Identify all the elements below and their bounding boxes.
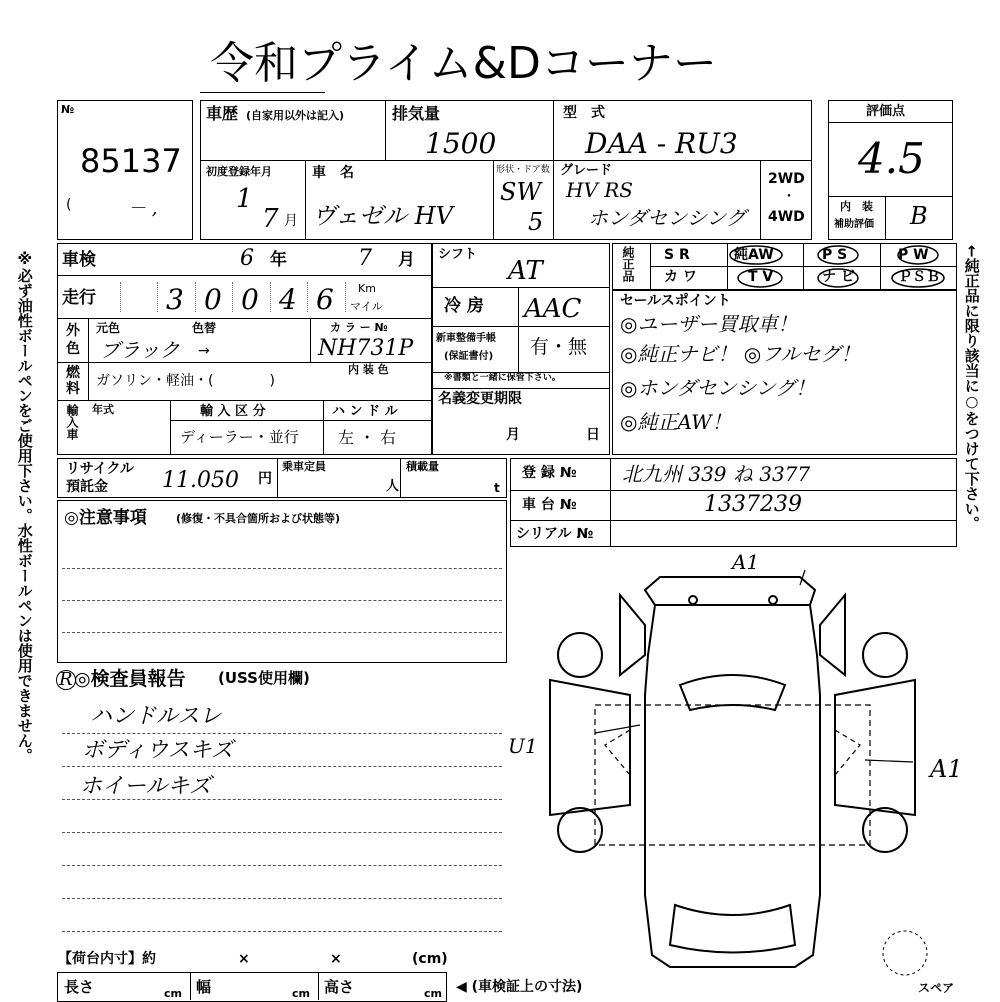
drive-2wd: 2WD (768, 171, 805, 187)
dims-width-unit: cm (292, 987, 310, 1000)
inspection-year-unit: 年 (270, 250, 287, 270)
page-title: 令和プライム&Dコーナー (210, 38, 717, 89)
genuine-option: P S (822, 247, 848, 263)
color-label-top: 外 (66, 323, 80, 339)
dims-row (57, 972, 447, 1002)
inspection-month-unit: 月 (398, 250, 415, 270)
dims-length-label: 長さ (64, 978, 95, 996)
dims-note: ◀ (車検証上の寸法) (456, 979, 583, 995)
shift-label: シフト (438, 247, 478, 262)
mileage-unit-mile: マイル (350, 300, 383, 313)
cargo-x2: × (330, 951, 342, 967)
inspector-note-item: ホイールキズ (80, 774, 212, 799)
grade-line2: ホンダセンシング (588, 206, 746, 230)
car-name-value: ヴェゼル HV (312, 202, 453, 230)
genuine-option: ＰＳＢ (898, 269, 940, 285)
aircon-value: AAC (524, 294, 582, 324)
sales-points-label: セールスポイント (620, 293, 731, 309)
model-label: 型 式 (563, 105, 605, 121)
genuine-option: 純AW (734, 247, 774, 263)
registration-label: 登 録 № (522, 465, 577, 481)
sales-point-item: ◎ホンダセンシング！ (620, 376, 816, 400)
left-side-note: ※必ず油性ボールペンをご使用下さい。水性ボールペンは使用できません。 (15, 250, 34, 763)
color-arrow: → (198, 343, 210, 359)
genuine-option: S R (664, 247, 690, 263)
inspection-month: 7 (358, 246, 372, 271)
import-label: 輸入車 (65, 404, 79, 440)
interior-value: B (910, 202, 928, 230)
inspection-year: 6 (240, 246, 254, 271)
cargo-unit: (cm) (412, 951, 448, 967)
body-doors: 5 (528, 208, 544, 236)
name-change-month: 月 (506, 427, 520, 443)
import-handle-label: ハ ン ド ル (332, 404, 398, 419)
mileage-label: 走行 (62, 288, 96, 308)
mileage-digit: 4 (279, 283, 297, 316)
import-handle-value: 左 ・ 右 (338, 428, 397, 447)
name-change-label: 名義変更期限 (438, 391, 522, 407)
dims-width-label: 幅 (196, 978, 212, 996)
diagram-left-label: U1 (508, 734, 538, 758)
displacement-value: 1500 (425, 127, 497, 160)
score-value: 4.5 (858, 134, 925, 183)
inspector-label: ◎検査員報告 (74, 668, 186, 690)
recycle-value: 11.050 (162, 468, 239, 493)
lot-no-label: № (61, 103, 75, 116)
mileage-unit-km: Km (358, 282, 376, 295)
dims-length-unit: cm (164, 987, 182, 1000)
drive-sep: ・ (782, 189, 796, 205)
capacity-unit: 人 (386, 479, 400, 494)
model-value: DAA - RU3 (585, 127, 738, 160)
lot-number: 85137 (80, 142, 182, 180)
import-year-label: 年式 (92, 403, 114, 416)
manual-label2: (保証書付) (444, 351, 494, 362)
lot-paren: ( (66, 197, 72, 213)
dims-height-unit: cm (424, 987, 442, 1000)
first-reg-month: 7 (262, 204, 279, 234)
color-interior-label: 内 装 色 (348, 363, 389, 376)
color-code: NH731P (318, 336, 414, 361)
shift-value: AT (508, 256, 543, 286)
registration-value: 北九州 339 ね 3377 (622, 462, 811, 486)
genuine-label: 純正品 (621, 246, 635, 282)
dims-height-label: 高さ (324, 978, 355, 996)
car-diagram (545, 565, 945, 985)
caution-note: (修復・不具合箇所および状態等) (176, 512, 341, 525)
chassis-label: 車 台 № (522, 497, 577, 513)
inspector-note: (USS使用欄) (218, 669, 310, 687)
drive-4wd: 4WD (768, 209, 805, 225)
mileage-digit: 6 (316, 283, 334, 316)
import-section-value: ディーラー・並行 (180, 428, 299, 446)
genuine-option: カ ワ (664, 269, 697, 285)
diagram-top-label: A1 (732, 550, 760, 574)
history-label: 車歴 (206, 104, 239, 123)
history-note: (自家用以外は記入) (246, 109, 345, 122)
inspector-note-item: ボディウスキズ (82, 738, 234, 763)
manual-label1: 新車整備手帳 (436, 333, 496, 344)
genuine-option: ナ ビ (822, 269, 855, 285)
genuine-option: T V (748, 269, 774, 285)
displacement-label: 排気量 (392, 104, 441, 123)
fuel-label-top: 燃 (66, 365, 80, 381)
grade-label: グレード (560, 163, 613, 178)
interior-label1: 内 装 (840, 200, 873, 213)
title-underline (200, 92, 325, 93)
color-code-label: カ ラ ー № (330, 321, 388, 334)
first-reg-month-unit: 月 (284, 213, 298, 229)
serial-label: シリアル № (516, 526, 594, 542)
spare-label: スペア (918, 981, 955, 995)
cargo-label: 【荷台内寸】約 (58, 951, 156, 967)
fuel-label-bottom: 料 (66, 381, 80, 397)
import-section-label: 輸 入 区 分 (200, 404, 266, 419)
sales-point-item: ◎純正ナビ！ ◎フルセグ！ (620, 342, 861, 366)
recycle-unit: 円 (258, 471, 272, 487)
cargo-x1: × (238, 951, 250, 967)
genuine-option: P W (898, 247, 929, 263)
first-reg-year: 1 (236, 184, 253, 214)
right-side-note: ←純正品に限り該当に○をつけて下さい。 (962, 245, 981, 531)
inspector-mark: R (56, 670, 76, 690)
aircon-label: 冷 房 (444, 296, 484, 316)
color-orig: ブラック (100, 338, 180, 362)
color-change-label: 色替 (192, 321, 217, 335)
car-name-label: 車 名 (312, 165, 354, 181)
fuel-text: ガソリン・軽油・( ) (96, 373, 275, 389)
sales-point-item: ◎純正AW！ (620, 410, 732, 434)
chassis-value: 1337239 (704, 492, 802, 517)
manual-value: 有・無 (530, 336, 588, 358)
mileage-digit: 3 (166, 283, 184, 316)
mileage-digit: 0 (241, 283, 259, 316)
spare-tire-icon (875, 928, 935, 978)
body-shape: SW (500, 178, 542, 206)
capacity-label: 乗車定員 (282, 460, 326, 473)
first-reg-label: 初度登録年月 (206, 165, 272, 178)
name-change-day: 日 (586, 427, 600, 443)
recycle-label2: 預託金 (66, 479, 108, 495)
color-orig-label: 元色 (96, 321, 121, 335)
manual-note: ※書類と一緒に保管下さい。 (444, 373, 561, 383)
inspection-label: 車検 (62, 250, 96, 270)
interior-label2: 補助評価 (834, 219, 874, 230)
sales-point-item: ◎ユーザー買取車！ (620, 312, 798, 336)
body-label: 形状・ドア数 (496, 165, 550, 175)
score-label: 評価点 (866, 104, 906, 119)
load-label: 積載量 (406, 460, 439, 473)
inspector-note-item: ハンドルスレ (90, 704, 222, 729)
color-label-bottom: 色 (66, 341, 80, 357)
diagram-right-label: A1 (930, 755, 963, 783)
load-unit: t (494, 481, 500, 495)
caution-label: ◎注意事項 (64, 508, 147, 528)
mileage-digit: 0 (204, 283, 222, 316)
recycle-label1: リサイクル (66, 461, 135, 477)
genuine-circle-marks (612, 243, 957, 290)
lot-mark: － , (128, 198, 158, 219)
grade-line1: HV RS (566, 178, 634, 202)
